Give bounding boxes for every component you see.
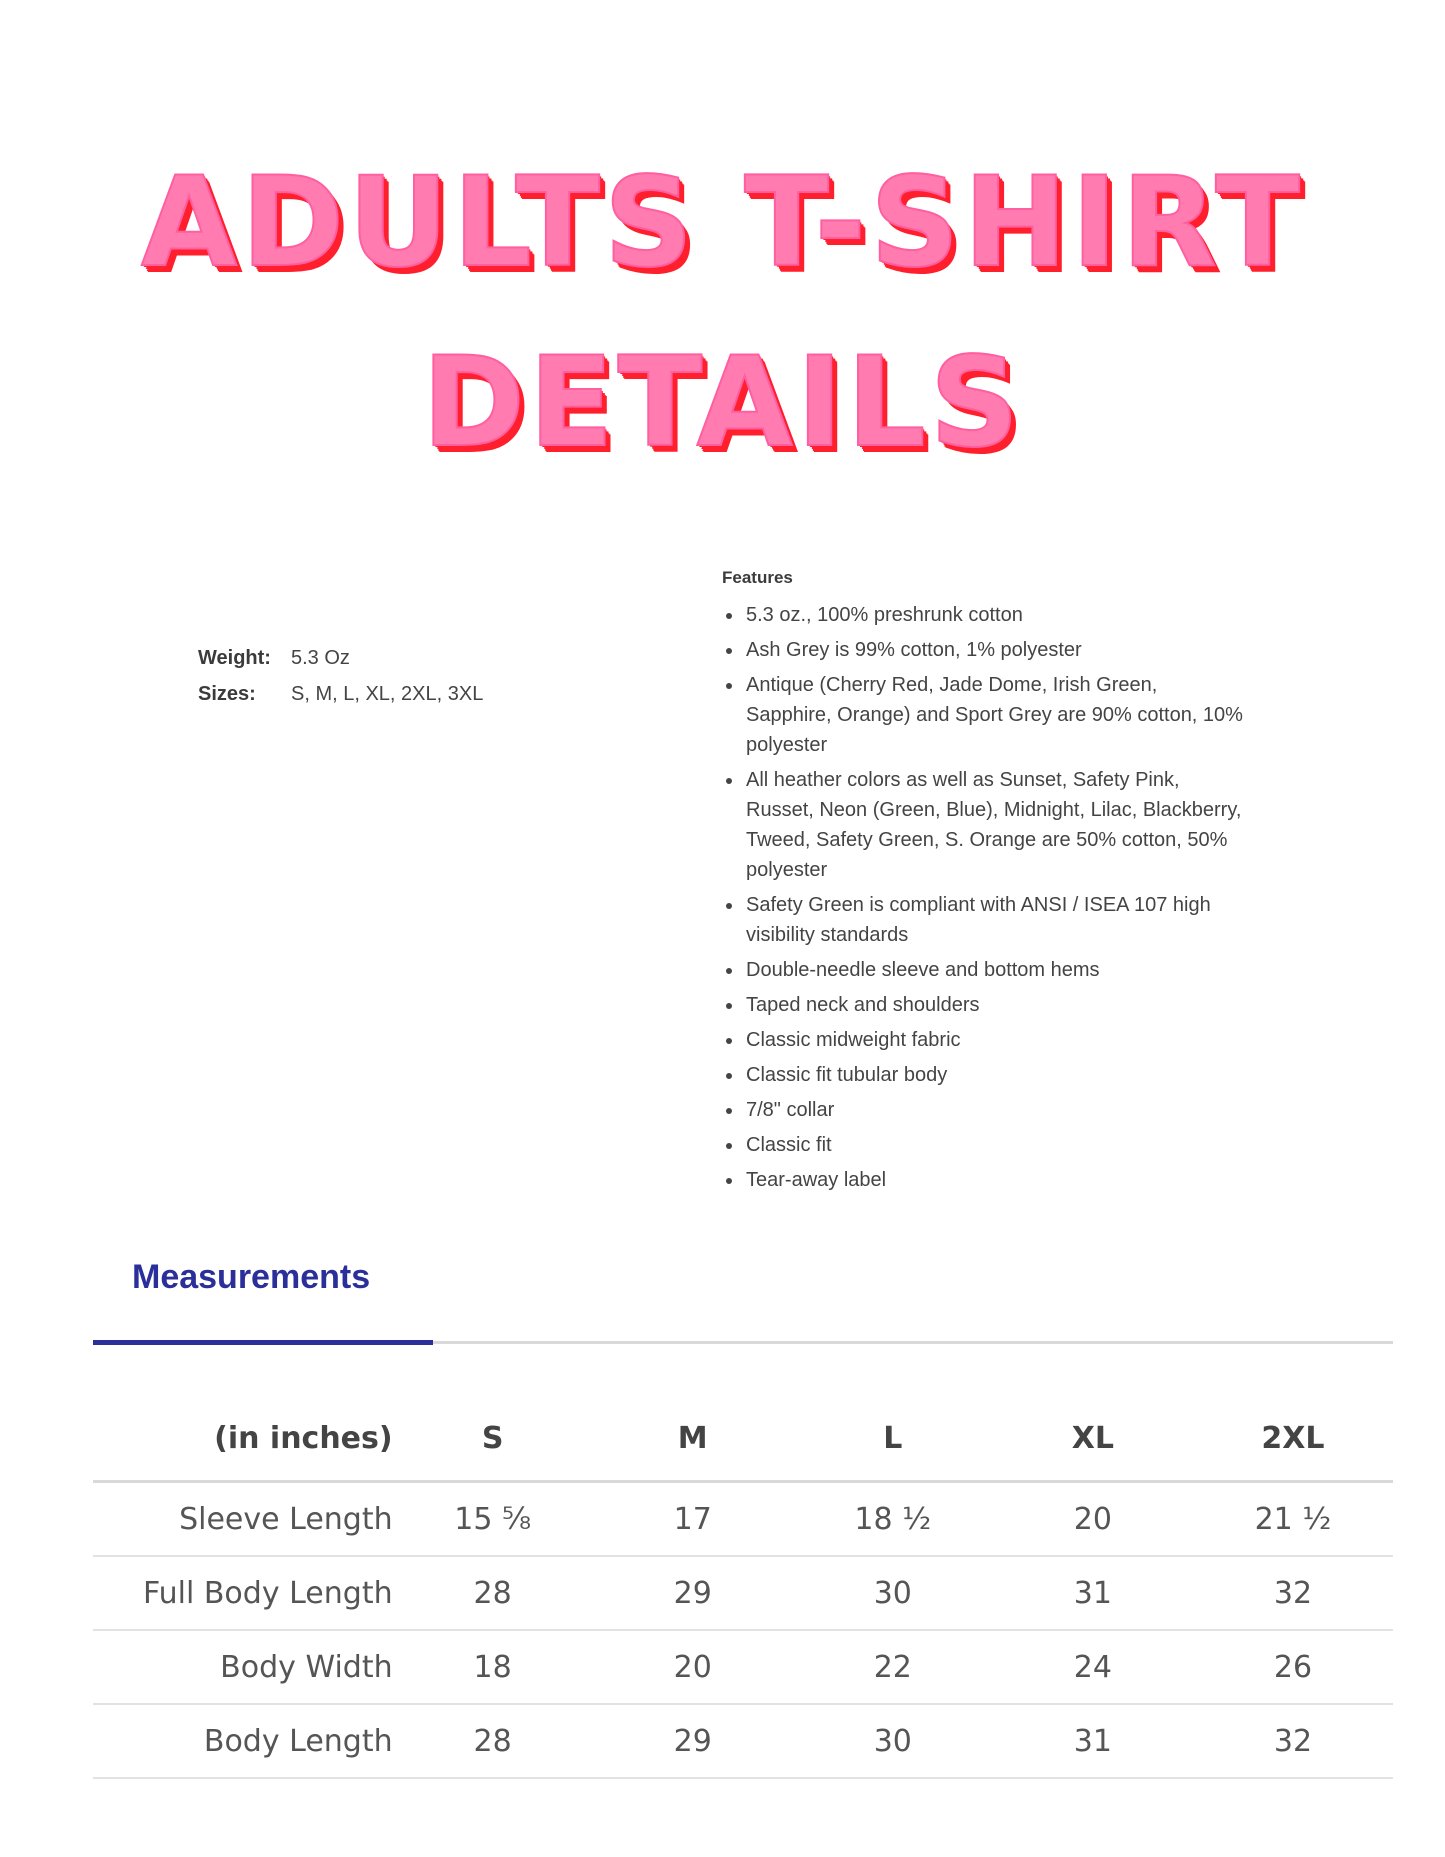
features-heading: Features (722, 568, 793, 587)
table-cell: 20 (593, 1630, 793, 1704)
size-header: XL (993, 1396, 1193, 1482)
weight-value: 5.3 Oz (291, 647, 350, 669)
table-cell: 26 (1193, 1630, 1393, 1704)
table-cell: 18 ½ (793, 1482, 993, 1557)
active-tab-indicator (93, 1340, 433, 1345)
table-cell: 24 (993, 1630, 1193, 1704)
sizes-value: S, M, L, XL, 2XL, 3XL (291, 683, 484, 705)
unit-header: (in inches) (93, 1396, 393, 1482)
tab-measurements[interactable]: Measurements (132, 1258, 371, 1296)
table-cell: 22 (793, 1630, 993, 1704)
row-label: Body Length (93, 1704, 393, 1778)
table-cell: 30 (793, 1556, 993, 1630)
row-label: Sleeve Length (93, 1482, 393, 1557)
size-header: S (393, 1396, 593, 1482)
table-header-row (93, 1396, 1393, 1482)
sizes-spec (198, 683, 484, 706)
table-row (93, 1704, 1393, 1778)
feature-item: • Classic fit tubular body (744, 1060, 1244, 1090)
feature-item: • Ash Grey is 99% cotton, 1% polyester (744, 635, 1244, 665)
table-row (93, 1630, 1393, 1704)
size-header: 2XL (1193, 1396, 1393, 1482)
table-cell: 29 (593, 1556, 793, 1630)
table-cell: 30 (793, 1704, 993, 1778)
title-line-1: ADULTS T-SHIRT (141, 151, 1304, 295)
table-cell: 28 (393, 1704, 593, 1778)
feature-item: • Tear-away label (744, 1165, 1244, 1195)
feature-item: • Antique (Cherry Red, Jade Dome, Irish Green, Sapphire, Orange) and Sport Grey are 90% cotton, 10% polyester (744, 670, 1244, 760)
weight-spec (198, 647, 350, 670)
weight-label: Weight: (198, 647, 271, 669)
feature-item: • Double-needle sleeve and bottom hems (744, 955, 1244, 985)
table-cell: 17 (593, 1482, 793, 1557)
table-cell: 31 (993, 1704, 1193, 1778)
feature-item: • Safety Green is compliant with ANSI / ISEA 107 high visibility standards (744, 890, 1244, 950)
feature-item: • Classic fit (744, 1130, 1244, 1160)
sizes-label: Sizes: (198, 683, 256, 705)
table-cell: 32 (1193, 1556, 1393, 1630)
feature-item: • 7/8" collar (744, 1095, 1244, 1125)
table-cell: 32 (1193, 1704, 1393, 1778)
feature-item: • 5.3 oz., 100% preshrunk cotton (744, 600, 1244, 630)
table-cell: 21 ½ (1193, 1482, 1393, 1557)
table-row (93, 1556, 1393, 1630)
feature-item: • Classic midweight fabric (744, 1025, 1244, 1055)
row-label: Full Body Length (93, 1556, 393, 1630)
size-header: M (593, 1396, 793, 1482)
table-cell: 18 (393, 1630, 593, 1704)
feature-item: • Taped neck and shoulders (744, 990, 1244, 1020)
features-list (722, 600, 1244, 1200)
table-cell: 29 (593, 1704, 793, 1778)
size-header: L (793, 1396, 993, 1482)
table-cell: 20 (993, 1482, 1193, 1557)
row-label: Body Width (93, 1630, 393, 1704)
feature-item: • All heather colors as well as Sunset, Safety Pink, Russet, Neon (Green, Blue), Midnight, Lilac, Blackberry, Tweed, Safety Green, S. Orange are 50% cotton, 50% polyester (744, 765, 1244, 885)
table-row (93, 1482, 1393, 1557)
measurements-table (93, 1396, 1393, 1779)
table-cell: 28 (393, 1556, 593, 1630)
title-line-2: DETAILS (421, 331, 1023, 475)
table-cell: 15 ⅝ (393, 1482, 593, 1557)
table-cell: 31 (993, 1556, 1193, 1630)
